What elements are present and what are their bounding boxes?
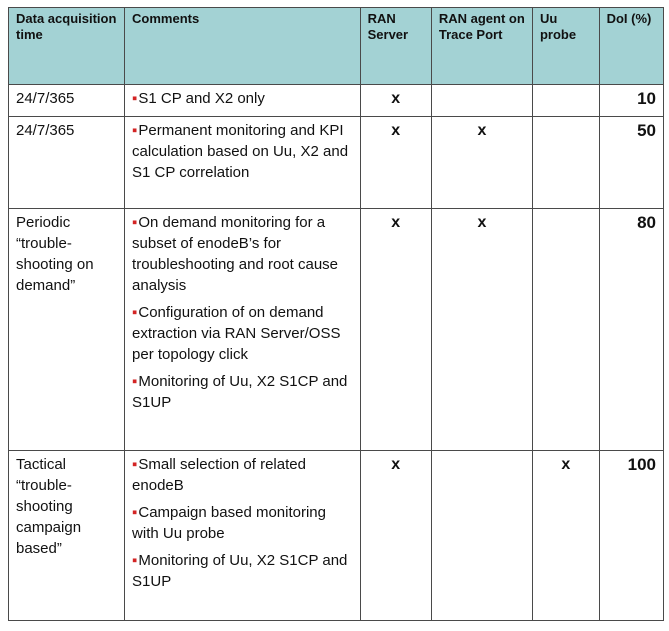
comment-text: Small selection of related enodeB (132, 456, 306, 494)
comment-bullet (132, 212, 353, 296)
comment-text: Monitoring of Uu, X2 S1CP and S1UP (132, 373, 348, 411)
acquisition-table (8, 7, 664, 621)
table-row (9, 117, 664, 209)
comment-text: S1 CP and X2 only (138, 90, 265, 107)
doi-value: 10 (599, 85, 663, 117)
row-time: 24/7/365 (9, 117, 125, 209)
row-time: Periodic “trouble-shooting on demand” (9, 209, 125, 451)
bullet-icon: ▪ (132, 122, 138, 139)
comment-bullet (132, 371, 353, 413)
bullet-icon: ▪ (132, 456, 138, 473)
uu-probe-mark (532, 117, 599, 209)
header-ran-server: RAN Server (360, 8, 431, 85)
bullet-icon: ▪ (132, 304, 138, 321)
header-ran-agent: RAN agent on Trace Port (431, 8, 532, 85)
uu-probe-mark (532, 209, 599, 451)
header-uu-probe: Uu probe (532, 8, 599, 85)
comment-text: On demand monitoring for a subset of enodeB’s for troubleshooting and root cause analysis (132, 214, 339, 294)
doi-value: 80 (599, 209, 663, 451)
comment-text: Monitoring of Uu, X2 S1CP and S1UP (132, 552, 348, 590)
ran-server-mark: x (360, 117, 431, 209)
bullet-icon: ▪ (132, 90, 138, 107)
header-doi: DoI (%) (599, 8, 663, 85)
header-time: Data acquisition time (9, 8, 125, 85)
ran-agent-mark: x (431, 117, 532, 209)
row-comments (125, 209, 361, 451)
comment-bullet (132, 454, 353, 496)
bullet-icon: ▪ (132, 214, 138, 231)
header-row (9, 8, 664, 85)
doi-value: 50 (599, 117, 663, 209)
comment-bullet (132, 502, 353, 544)
row-comments (125, 117, 361, 209)
ran-agent-mark (431, 451, 532, 621)
row-time: Tactical “trouble-shooting campaign based” (9, 451, 125, 621)
uu-probe-mark: x (532, 451, 599, 621)
comment-bullet (132, 302, 353, 365)
bullet-icon: ▪ (132, 552, 138, 569)
table-row (9, 85, 664, 117)
uu-probe-mark (532, 85, 599, 117)
ran-agent-mark (431, 85, 532, 117)
comment-text: Permanent monitoring and KPI calculation based on Uu, X2 and S1 CP correlation (132, 122, 349, 181)
bullet-icon: ▪ (132, 504, 138, 521)
comment-text: Campaign based monitoring with Uu probe (132, 504, 326, 542)
row-comments (125, 451, 361, 621)
row-time: 24/7/365 (9, 85, 125, 117)
comment-bullet (132, 88, 353, 109)
ran-server-mark: x (360, 85, 431, 117)
ran-agent-mark: x (431, 209, 532, 451)
comment-bullet (132, 550, 353, 592)
table-row (9, 451, 664, 621)
ran-server-mark: x (360, 451, 431, 621)
comment-bullet (132, 120, 353, 183)
doi-value: 100 (599, 451, 663, 621)
header-comments: Comments (125, 8, 361, 85)
table-row (9, 209, 664, 451)
comment-text: Configuration of on demand extraction via RAN Server/OSS per topology click (132, 304, 341, 363)
bullet-icon: ▪ (132, 373, 138, 390)
row-comments (125, 85, 361, 117)
ran-server-mark: x (360, 209, 431, 451)
